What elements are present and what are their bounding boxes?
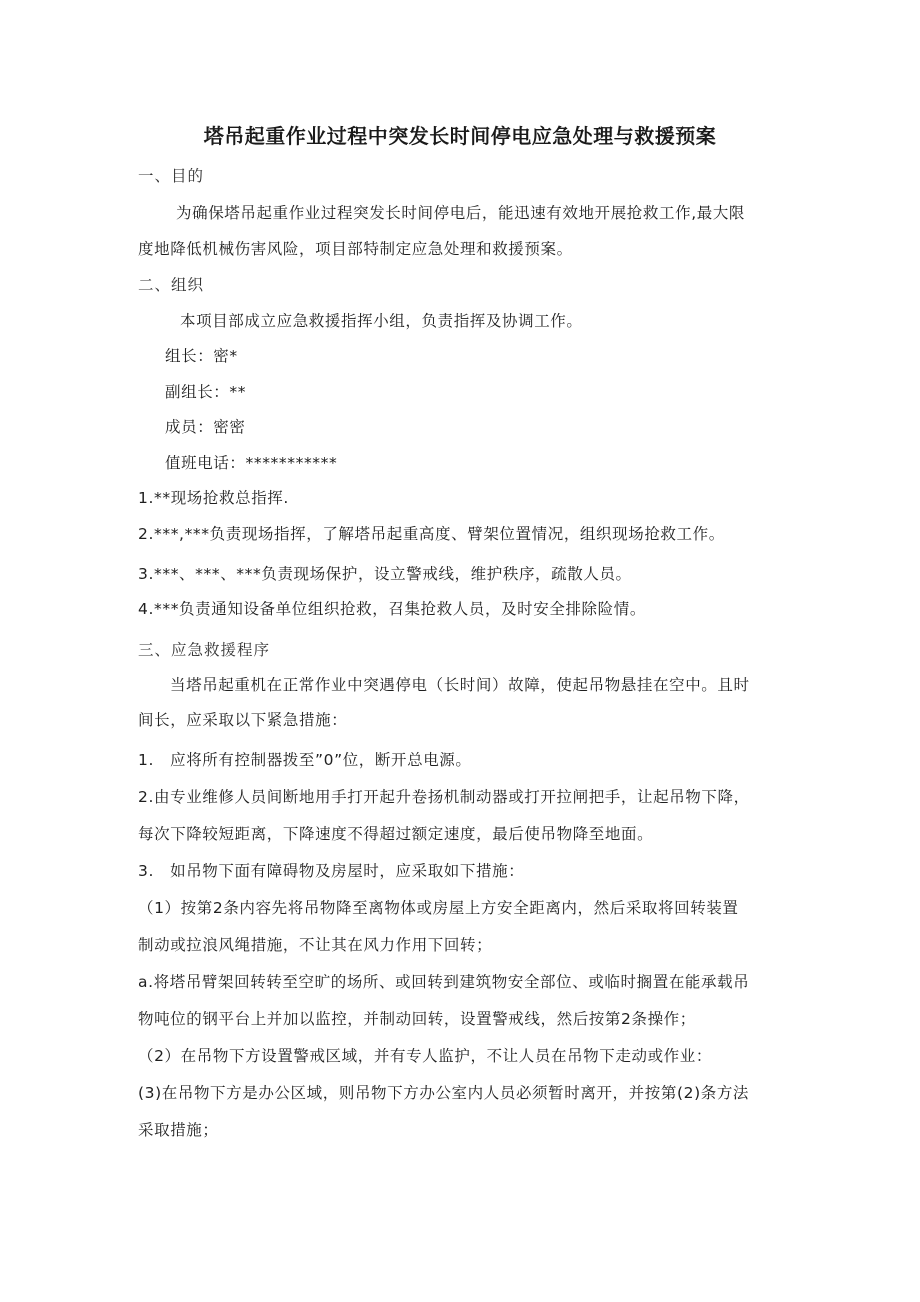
procedure-step: 1. 应将所有控制器拨至”0”位，断开总电源。 <box>138 751 472 769</box>
procedure-step: 3. 如吊物下面有障碍物及房屋时，应采取如下措施： <box>138 862 525 880</box>
measure-item: (3)在吊物下方是办公区域，则吊物下方办公室内人员必须暂时离开，并按第(2)条方法 <box>138 1084 750 1102</box>
purpose-paragraph-line: 度地降低机械伤害风险，项目部特制定应急处理和救援预案。 <box>138 240 573 258</box>
procedure-step-continued: 每次下降较短距离，下降速度不得超过额定速度，最后使吊物降至地面。 <box>138 825 654 843</box>
team-members: 成员：密密 <box>165 418 246 436</box>
section-heading-purpose: 一、目的 <box>138 167 205 185</box>
duty-item: 4.***负责通知设备单位组织抢救，召集抢救人员，及时安全排除险情。 <box>138 600 646 618</box>
procedure-intro-line: 当塔吊起重机在正常作业中突遇停电（长时间）故障，使起吊物悬挂在空中。且时 <box>170 676 750 694</box>
duty-item: 2.***,***负责现场指挥，了解塔吊起重高度、臂架位置情况，组织现场抢救工作。 <box>138 525 725 543</box>
measure-item: （2）在吊物下方设置警戒区域，并有专人监护，不让人员在吊物下走动或作业： <box>138 1047 712 1065</box>
procedure-step: 2.由专业维修人员间断地用手打开起升卷扬机制动器或打开拉闸把手，让起吊物下降， <box>138 788 750 806</box>
procedure-intro-line: 间长，应采取以下紧急措施： <box>138 711 348 729</box>
organization-intro: 本项目部成立应急救援指挥小组，负责指挥及协调工作。 <box>180 312 583 330</box>
deputy-leader: 副组长：** <box>165 383 247 401</box>
section-heading-organization: 二、组织 <box>138 276 205 294</box>
measure-item-continued: 制动或拉浪风绳措施，不让其在风力作用下回转； <box>138 936 493 954</box>
duty-phone: 值班电话：*********** <box>165 454 338 472</box>
purpose-paragraph-line: 为确保塔吊起重作业过程突发长时间停电后，能迅速有效地开展抢救工作,最大限 <box>176 204 746 222</box>
document-title: 塔吊起重作业过程中突发长时间停电应急处理与救援预案 <box>203 124 717 148</box>
duty-item: 3.***、***、***负责现场保护，设立警戒线，维护秩序，疏散人员。 <box>138 565 632 583</box>
measure-item: （1）按第2条内容先将吊物降至离物体或房屋上方安全距离内，然后采取将回转装置 <box>138 899 739 917</box>
team-leader: 组长：密* <box>165 347 238 365</box>
measure-item-continued: 采取措施； <box>138 1121 219 1139</box>
measure-item: a.将塔吊臂架回转转至空旷的场所、或回转到建筑物安全部位、或临时搁置在能承载吊 <box>138 973 750 991</box>
measure-item-continued: 物吨位的钢平台上并加以监控，并制动回转，设置警戒线，然后按第2条操作； <box>138 1010 696 1028</box>
duty-item: 1.**现场抢救总指挥. <box>138 489 289 507</box>
section-heading-procedure: 三、应急救援程序 <box>138 641 271 659</box>
